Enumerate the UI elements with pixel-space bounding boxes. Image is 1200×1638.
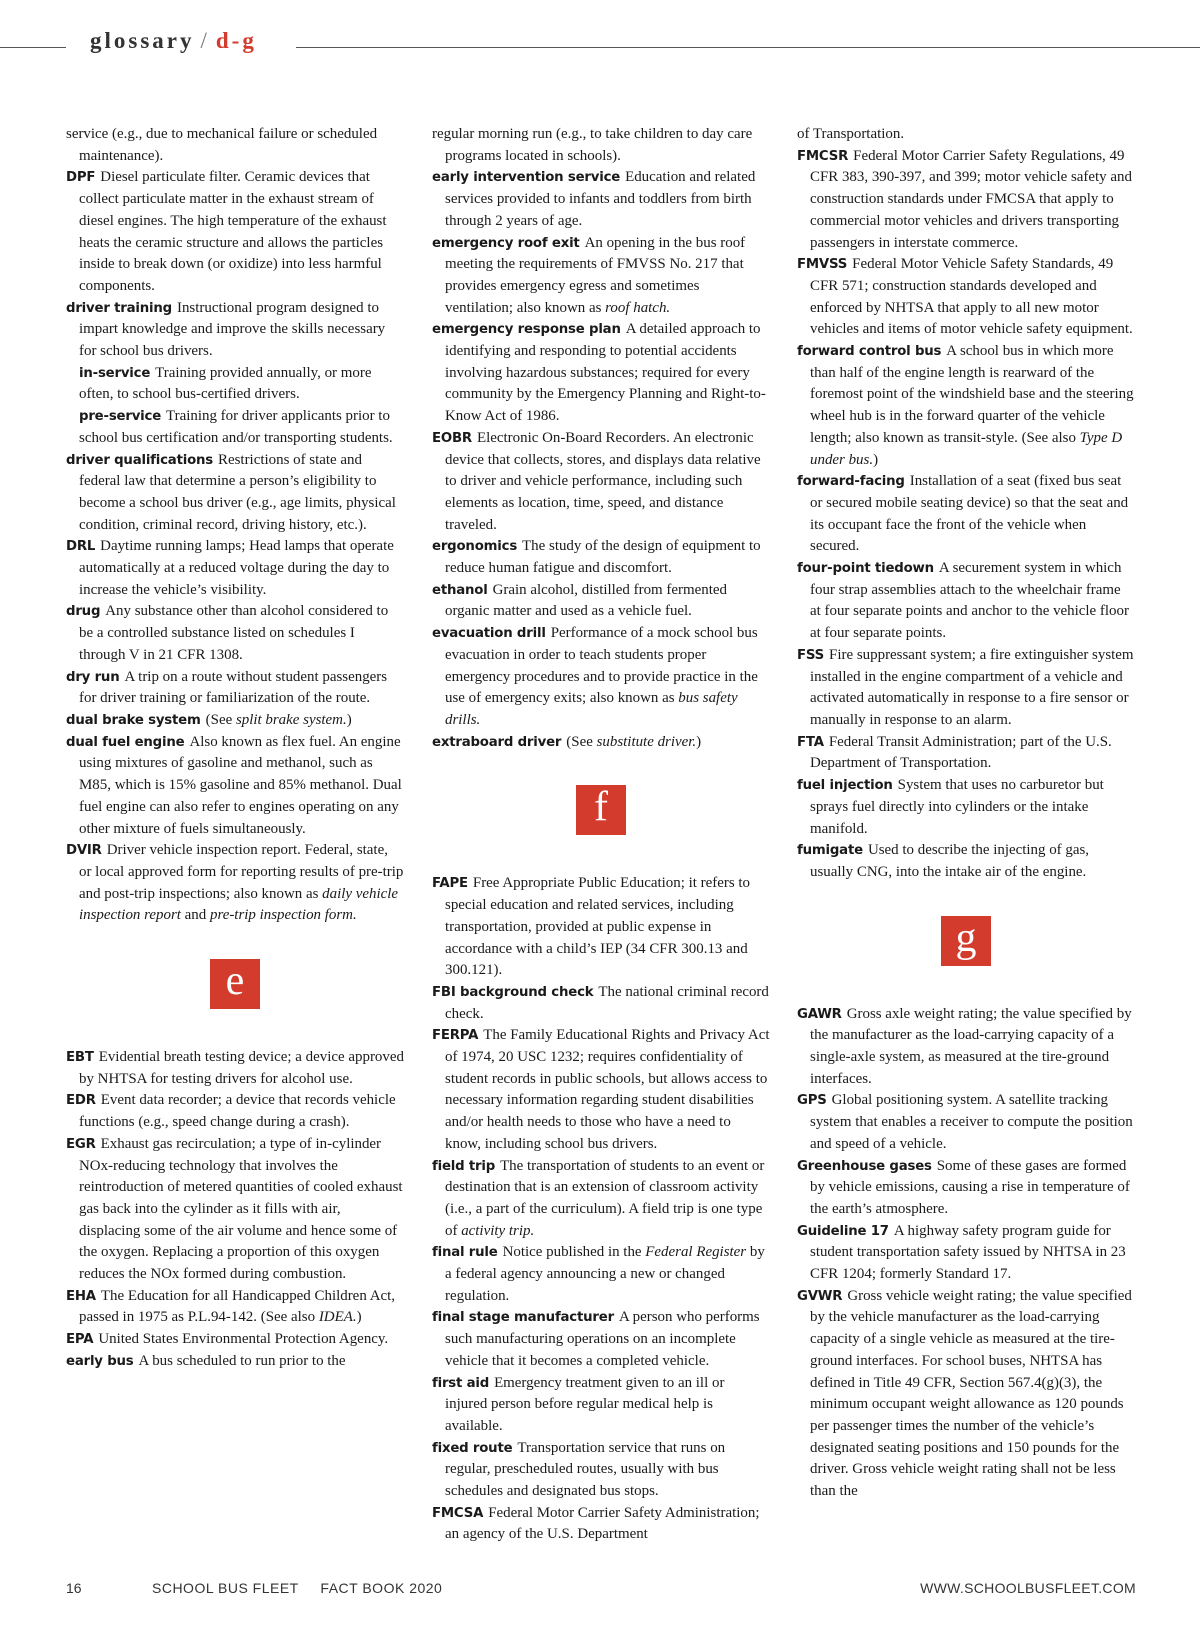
definition: Electronic On-Board Recorders. An electronic device that collects, stores, and displays data relative to driver and vehicle performance, including such elements as location, time, speed, and distance traveled. bbox=[445, 429, 761, 533]
glossary-entry-eha bbox=[66, 1286, 404, 1329]
definition: Gross axle weight rating; the value specified by the manufacturer as the load-carrying capacity of a single-axle system, as measured at the tire-ground interfaces. bbox=[810, 1005, 1132, 1087]
term: ergonomics bbox=[432, 539, 518, 555]
term: FAPE bbox=[432, 876, 468, 892]
glossary-entry-dual-brake-system bbox=[66, 710, 404, 732]
glossary-entry-fta bbox=[797, 732, 1135, 775]
glossary-entry-forward-facing bbox=[797, 471, 1135, 558]
section-title bbox=[90, 28, 257, 54]
header-rule-right bbox=[296, 47, 1200, 48]
glossary-entry-fmcsa bbox=[432, 1503, 770, 1546]
glossary-entry-emergency-roof-exit bbox=[432, 233, 770, 320]
term: DRL bbox=[66, 539, 96, 555]
term: fuel injection bbox=[797, 778, 893, 794]
section-letter-f: f bbox=[576, 785, 626, 835]
glossary-entry-gawr bbox=[797, 1004, 1135, 1091]
continued-entry: service (e.g., due to mechanical failure or scheduled maintenance). bbox=[66, 126, 378, 164]
term: driver qualifications bbox=[66, 452, 214, 468]
definition: A detailed approach to identifying and responding to potential accidents involving hazardous substances; required for every community by the Emergency Planning and Right-to-Know Act of 1986. bbox=[445, 321, 766, 425]
glossary-entry-fixed-route bbox=[432, 1438, 770, 1503]
term: FERPA bbox=[432, 1028, 479, 1044]
definition: Performance of a mock school bus evacuation in order to teach students proper emergency procedures and to provide practice in the use of emergency exits; also known as bbox=[445, 625, 758, 707]
term: EOBR bbox=[432, 430, 472, 446]
term: FBI background check bbox=[432, 984, 594, 1000]
definition: Education and related services provided to infants and toddlers from birth through 2 years of age. bbox=[445, 169, 756, 229]
term: GAWR bbox=[797, 1006, 842, 1022]
definition: Training provided annually, or more often, to school bus-certified drivers. bbox=[79, 364, 372, 403]
glossary-column-1 bbox=[66, 124, 404, 1373]
definition: ) bbox=[346, 711, 352, 728]
term: driver training bbox=[66, 300, 172, 316]
section-range: d-g bbox=[215, 28, 257, 53]
term: early intervention service bbox=[432, 170, 621, 186]
definition: Driver vehicle inspection report. Federal, state, or local approved form for reporting results of pre-trip and post-trip inspections; also known as bbox=[79, 842, 404, 902]
term: EGR bbox=[66, 1136, 96, 1152]
glossary-entry-greenhouse-gases bbox=[797, 1156, 1135, 1221]
section-letter-g: g bbox=[941, 916, 991, 966]
definition: The study of the design of equipment to reduce human fatigue and discomfort. bbox=[445, 538, 761, 577]
definition: by a federal agency announcing a new or changed regulation. bbox=[445, 1244, 765, 1304]
glossary-entry-gps bbox=[797, 1090, 1135, 1155]
glossary-entry-fss bbox=[797, 645, 1135, 732]
glossary-entry-field-trip bbox=[432, 1156, 770, 1243]
definition: The national criminal record check. bbox=[445, 983, 769, 1022]
term: FSS bbox=[797, 647, 825, 663]
definition: and bbox=[180, 907, 210, 924]
definition: (See bbox=[205, 711, 236, 728]
section-name: glossary bbox=[90, 28, 195, 53]
publication-name: SCHOOL BUS FLEET FACT BOOK 2020 bbox=[152, 1580, 443, 1596]
definition: Federal Transit Administration; part of the U.S. Department of Transportation. bbox=[810, 733, 1112, 772]
definition: The Education for all Handicapped Children Act, passed in 1975 as P.L.94-142. (See also bbox=[79, 1287, 395, 1326]
definition: Fire suppressant system; a fire extinguisher system installed in the engine compartment of a vehicle and activated automatically in response to a fire sensor or manually in response to an alarm. bbox=[810, 646, 1134, 728]
glossary-entry-early-intervention-service bbox=[432, 167, 770, 232]
term: pre-service bbox=[79, 409, 162, 425]
cross-reference: activity trip. bbox=[461, 1222, 535, 1239]
definition: Federal Motor Vehicle Safety Standards, 49 CFR 571; construction standards developed and enforced by NHTSA that apply to all new motor vehicles and items of motor vehicle safety equipment. bbox=[810, 256, 1133, 338]
glossary-entry-evacuation-drill bbox=[432, 623, 770, 732]
term: EPA bbox=[66, 1332, 94, 1348]
term: fixed route bbox=[432, 1440, 513, 1456]
definition: Event data recorder; a device that records vehicle functions (e.g., speed change during a crash). bbox=[79, 1092, 396, 1131]
definition: Instructional program designed to impart knowledge and improve the skills necessary for school bus drivers. bbox=[79, 299, 386, 360]
definition: An opening in the bus roof meeting the requirements of FMVSS No. 217 that provides emergency egress and sometimes ventilation; also known as bbox=[445, 234, 746, 316]
term: emergency roof exit bbox=[432, 235, 580, 251]
term: FMCSR bbox=[797, 148, 849, 164]
definition: Installation of a seat (fixed bus seat or secured mobile seating device) so that the seat and its occupant face the front of the vehicle when secured. bbox=[810, 473, 1129, 555]
alias: pre-trip inspection form. bbox=[209, 907, 357, 924]
definition: Also known as flex fuel. An engine using mixtures of gasoline and methanol, such as M85, which is 15% gasoline and 85% methanol. Dual fuel engine can also refer to engines operating on any other mixture of fuels simultaneously. bbox=[79, 733, 402, 837]
glossary-entry-driver-training bbox=[66, 298, 404, 363]
header-rule-left bbox=[0, 47, 66, 48]
term: FTA bbox=[797, 734, 824, 750]
page-number: 16 bbox=[66, 1580, 82, 1596]
alias: daily vehicle inspection report bbox=[79, 885, 399, 924]
glossary-entry-ergonomics bbox=[432, 536, 770, 579]
definition: Gross vehicle weight rating; the value specified by the vehicle manufacturer as the load-carrying capacity of a single vehicle as measured at the tire-ground interfaces. For school buses, NHTSA has defined in Title 49 CFR, Section 567.4(g)(3), the minimum occupant weight allowance as 120 pounds per passenger times the number of the vehicle’s designated seating positions and 150 pounds for the driver. Gross vehicle weight rating shall not be less than the bbox=[810, 1287, 1132, 1500]
glossary-entry-dpf bbox=[66, 167, 404, 297]
term: final rule bbox=[432, 1245, 498, 1261]
term: FMCSA bbox=[432, 1505, 484, 1521]
term: dry run bbox=[66, 669, 120, 685]
continued-entry: of Transportation. bbox=[797, 126, 905, 142]
definition: Global positioning system. A satellite tracking system that enables a receiver to compute the position and speed of a vehicle. bbox=[810, 1092, 1133, 1152]
definition: Diesel particulate filter. Ceramic devices that collect particulate matter in the exhaust stream of diesel engines. The high temperature of the exhaust heats the ceramic structure and allows the particles inside to break down (or oxidize) into less harmful components. bbox=[79, 169, 387, 294]
term: first aid bbox=[432, 1375, 490, 1391]
term: DPF bbox=[66, 170, 96, 186]
glossary-entry-final-rule bbox=[432, 1242, 770, 1307]
term: FMVSS bbox=[797, 257, 848, 273]
definition: A trip on a route without student passengers for driver training or familiarization of the route. bbox=[79, 668, 388, 707]
glossary-entry-ethanol bbox=[432, 580, 770, 623]
definition: Any substance other than alcohol considered to be a controlled substance listed on schedules I through V in 21 CFR 1308. bbox=[79, 603, 389, 663]
term: emergency response plan bbox=[432, 322, 621, 338]
alias: bus safety drills. bbox=[445, 690, 738, 728]
glossary-entry-driver-qualifications bbox=[66, 450, 404, 537]
glossary-entry-four-point-tiedown bbox=[797, 558, 1135, 645]
definition: ) bbox=[356, 1309, 362, 1326]
term: dual fuel engine bbox=[66, 734, 185, 750]
definition: The transportation of students to an event or destination that is an extension of classroom activity (i.e., a part of the curriculum). A field trip is one type of bbox=[445, 1157, 765, 1239]
definition: A bus scheduled to run prior to the bbox=[138, 1352, 346, 1369]
glossary-entry-epa bbox=[66, 1329, 404, 1351]
glossary-column-3 bbox=[797, 124, 1135, 1503]
glossary-entry-fmvss bbox=[797, 254, 1135, 341]
term: ethanol bbox=[432, 582, 488, 598]
term: Greenhouse gases bbox=[797, 1158, 932, 1174]
definition: Federal Motor Carrier Safety Administration; an agency of the U.S. Department bbox=[445, 1504, 760, 1543]
definition: (See bbox=[566, 733, 597, 750]
definition: Daytime running lamps; Head lamps that operate automatically at a reduced voltage during the day to increase the vehicle’s visibility. bbox=[79, 538, 394, 598]
glossary-entry-emergency-response-plan bbox=[432, 319, 770, 428]
definition: ) bbox=[696, 733, 702, 750]
glossary-entry-drl bbox=[66, 536, 404, 601]
term: drug bbox=[66, 604, 101, 620]
definition: Notice published in the bbox=[502, 1244, 646, 1261]
definition: Some of these gases are formed by vehicle emissions, causing a rise in temperature of the earth’s atmosphere. bbox=[810, 1157, 1130, 1217]
glossary-subentry-in-service bbox=[66, 363, 404, 406]
glossary-entry-ebt bbox=[66, 1047, 404, 1090]
term: extraboard driver bbox=[432, 734, 562, 750]
term: GVWR bbox=[797, 1288, 843, 1304]
definition: Evidential breath testing device; a device approved by NHTSA for testing drivers for alcohol use. bbox=[79, 1049, 404, 1087]
glossary-entry-dvir bbox=[66, 840, 404, 927]
glossary-entry-ferpa bbox=[432, 1025, 770, 1155]
term: early bus bbox=[66, 1353, 134, 1369]
cross-reference: IDEA. bbox=[318, 1309, 357, 1326]
term: fumigate bbox=[797, 843, 863, 859]
glossary-entry-dual-fuel-engine bbox=[66, 732, 404, 841]
glossary-entry-guideline-17 bbox=[797, 1221, 1135, 1286]
glossary-entry-gvwr bbox=[797, 1286, 1135, 1503]
definition: United States Environmental Protection Agency. bbox=[98, 1331, 389, 1348]
glossary-entry-edr bbox=[66, 1090, 404, 1133]
alias: roof hatch. bbox=[605, 299, 671, 316]
term: evacuation drill bbox=[432, 626, 546, 642]
term: four-point tiedown bbox=[797, 561, 934, 577]
glossary-entry-fape bbox=[432, 873, 770, 982]
cross-reference: substitute driver. bbox=[596, 733, 697, 750]
glossary-entry-first-aid bbox=[432, 1373, 770, 1438]
definition: Transportation service that runs on regular, prescheduled routes, usually with bus schedules and designated bus stops. bbox=[445, 1439, 726, 1500]
section-letter-e: e bbox=[210, 959, 260, 1009]
glossary-entry-dry-run bbox=[66, 667, 404, 710]
continued-entry: regular morning run (e.g., to take children to day care programs located in schools). bbox=[432, 126, 753, 164]
term: GPS bbox=[797, 1093, 827, 1109]
section-separator: / bbox=[200, 28, 210, 53]
term: forward control bus bbox=[797, 344, 942, 360]
definition: Free Appropriate Public Education; it refers to special education and related services, including transportation, provided at public expense in accordance with a child’s IEP (34 CFR 300.13 and 300.121). bbox=[445, 875, 750, 979]
definition: Exhaust gas recirculation; a type of in-cylinder NOx-reducing technology that involves the reintroduction of metered quantities of cooled exhaust gas back into the cylinder as it fills with air, displacing some of the air volume and hence some of the oxygen. Replacing a proportion of this oxygen reduces the NOx formed during combustion. bbox=[79, 1135, 403, 1283]
page-header bbox=[0, 22, 1200, 58]
term: final stage manufacturer bbox=[432, 1310, 614, 1326]
term: dual brake system bbox=[66, 712, 201, 728]
glossary-entry-final-stage-manufacturer bbox=[432, 1307, 770, 1372]
website-url: WWW.SCHOOLBUSFLEET.COM bbox=[920, 1580, 1136, 1596]
term: field trip bbox=[432, 1158, 496, 1174]
definition: A person who performs such manufacturing operations on an incomplete vehicle that it becomes a completed vehicle. bbox=[445, 1309, 760, 1369]
definition: Restrictions of state and federal law that determine a person’s eligibility to become a school bus driver (e.g., age limits, physical condition, criminal record, driving history, etc.). bbox=[79, 451, 396, 533]
glossary-column-2 bbox=[432, 124, 770, 1546]
definition: Federal Motor Carrier Safety Regulations, 49 CFR 383, 390-397, and 399; motor vehicle safety and construction standards under FMCSA that apply to commercial motor vehicles and drivers transporting passengers in interstate commerce. bbox=[810, 147, 1132, 251]
term: Guideline 17 bbox=[797, 1223, 889, 1239]
glossary-entry-fmcsr bbox=[797, 146, 1135, 255]
term: DVIR bbox=[66, 843, 102, 859]
definition: The Family Educational Rights and Privacy Act of 1974, 20 USC 1232; requires confidentiality of student records in public schools, but allows access to necessary information regarding student disabilities and/or health needs to those who have a need to know, including school bus drivers. bbox=[445, 1027, 770, 1152]
definition: System that uses no carburetor but sprays fuel directly into cylinders or the intake manifold. bbox=[810, 777, 1104, 837]
term: EBT bbox=[66, 1050, 94, 1066]
glossary-entry-fuel-injection bbox=[797, 775, 1135, 840]
glossary-subentry-pre-service bbox=[66, 406, 404, 449]
term: in-service bbox=[79, 365, 151, 381]
glossary-entry-extraboard-driver bbox=[432, 732, 770, 754]
glossary-entry-forward-control-bus bbox=[797, 341, 1135, 471]
definition: Used to describe the injecting of gas, usually CNG, into the intake air of the engine. bbox=[810, 842, 1090, 880]
glossary-entry-fbi-background-check bbox=[432, 982, 770, 1025]
glossary-entry-eobr bbox=[432, 428, 770, 537]
definition: A school bus in which more than half of the engine length is rearward of the foremost point of the windshield base and the steering wheel hub is in the forward quarter of the vehicle length; also known as transit-style. (See also bbox=[810, 343, 1134, 446]
glossary-entry-early-bus bbox=[66, 1351, 404, 1373]
publication-name: Federal Register bbox=[645, 1244, 747, 1261]
definition: A highway safety program guide for student transportation safety issued by NHTSA in 23 CFR 1204; formerly Standard 17. bbox=[810, 1222, 1126, 1283]
definition: Grain alcohol, distilled from fermented organic matter and used as a vehicle fuel. bbox=[445, 581, 727, 620]
definition: Emergency treatment given to an ill or injured person before regular medical help is available. bbox=[445, 1374, 725, 1434]
term: EHA bbox=[66, 1288, 96, 1304]
definition: A securement system in which four strap assemblies attach to the wheelchair frame at four separate points and anchor to the vehicle floor at four separate points. bbox=[810, 560, 1129, 642]
cross-reference: Type D under bus. bbox=[810, 429, 1123, 468]
term: forward-facing bbox=[797, 474, 905, 490]
glossary-entry-drug bbox=[66, 601, 404, 666]
definition: Training for driver applicants prior to school bus certification and/or transporting students. bbox=[79, 408, 393, 446]
cross-reference: split brake system. bbox=[235, 711, 347, 728]
definition: ) bbox=[873, 451, 879, 468]
glossary-entry-egr bbox=[66, 1134, 404, 1286]
term: EDR bbox=[66, 1093, 96, 1109]
glossary-entry-fumigate bbox=[797, 840, 1135, 883]
